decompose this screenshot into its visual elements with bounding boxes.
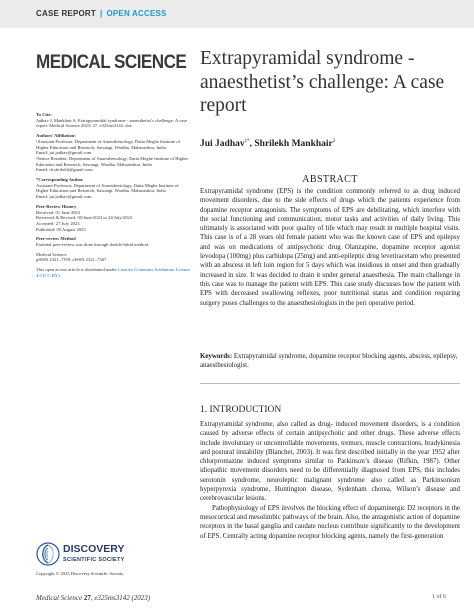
corresponding-email: Email: jui.jadhav@gmail.com (36, 194, 92, 200)
history-heading: Peer-Review History (36, 203, 77, 209)
author-separator: , (249, 139, 255, 150)
page-number: 1 of 6 (432, 594, 446, 600)
article-type-tag (36, 9, 167, 18)
license-block (36, 267, 190, 278)
intro-paragraph-2: Pathophysiology of EPS involves the blocking effect of dopaminergic D2 receptors in the mesocortical and mesolimbic pathways of the brain. Also, the antagonistic action of dopamine receptors in the basal ganglia and caudate nucleus contribute significantly to the development of EPS. Centrally acting dopamine receptor blocking agents, namely the first-generation (200, 504, 460, 540)
license-text: This open access article is distributed under (36, 267, 118, 273)
cite-text: Jadhav J, Mankhair S. Extrapyramidal syndrome - anaesthetist’s challenge: A case report. Medical Science 2023; 27: e325ms3142. doi: (36, 117, 188, 129)
history-reviewed: Reviewed & Revised: 05/June/2023 to 24/July/2023 (36, 215, 133, 221)
corresponding-text: Assistant Professor, Department of Anaesthesiology, Datta Meghe Institute of Higher Education and Research, Sawangi, Wardha, Maharashtra, India (36, 182, 179, 194)
introduction-heading: 1. INTRODUCTION (200, 405, 282, 415)
journal-brand: MEDICAL SCIENCE (36, 52, 187, 73)
method-text: External peer-review was done through double-blind method. (36, 242, 150, 248)
introduction-body (200, 420, 460, 541)
footer-article-id: , e325ms3142 (2023) (90, 594, 151, 602)
page-footer-citation (36, 594, 150, 602)
affiliation-2-email: Email: dr.shrilekh@gmail.com (36, 167, 93, 173)
issn-block (36, 252, 190, 263)
publisher-copyright: Copyright © 2023 Discovery Scientific Society. (36, 571, 125, 576)
publisher-name: DISCOVERY (63, 543, 125, 555)
author-2-affil: 2 (332, 139, 336, 144)
publisher-subtitle: SCIENTIFIC SOCIETY (63, 557, 125, 563)
publisher-logo (36, 540, 186, 580)
license-link[interactable]: Creative Commons Attribution License 4.0 (CC BY). (36, 267, 190, 278)
affiliation-2: ²Senior Resident, Department of Anaesthesiology, Datta Meghe Institute of Higher Education and Research, Sawangi, Wardha, Maharashtra, India (36, 155, 188, 167)
author-2: Shrilekh Mankhair (254, 139, 333, 150)
history-received: Received: 01 June 2023 (36, 209, 81, 215)
article-title: Extrapyramidal syndrome - anaesthetist’s challenge: A case report (200, 48, 445, 116)
author-list (200, 139, 335, 149)
sidebar-journal-name: Medical Science (36, 251, 67, 257)
method-heading: Peer-review Method (36, 236, 76, 242)
intro-paragraph-1: Extrapyramidal syndrome, also called as drug- induced movement disorders, is a condition caused by adverse effects of certain antipsychotic and other drugs. These adverse effects include involuntary or uncontrollable movements, tremors, muscle contractions, bradykinesia and postural instability (Blanchet, 2003). It was first described initially in the year 1952 after chlorpromazine induced symptoms similar to Parkinson’s disease (Rifkin, 1987). Other idiopathic movement disorders need to be differentially diagnosed from EPS, this includes serotonin syndrome, neuroleptic malignant syndrome also called as Parkinsonism hyperpyrexia syndrome, Huntington disease, Sydenham chorea, Wilson’s disease and cerebrovascular lesions. (200, 421, 460, 503)
discovery-swirl-icon (36, 542, 60, 566)
open-access-label: OPEN ACCESS (106, 9, 167, 18)
case-report-label: CASE REPORT (36, 9, 96, 18)
article-info-sidebar (36, 112, 190, 283)
affiliation-1: ¹Assistant Professor, Department of Anaesthesiology, Datta Meghe Institute of Higher Education and Research, Sawangi, Wardha, Maharashtra, India (36, 138, 181, 150)
corresponding-author-block (36, 177, 190, 200)
issn-text: pISSN 2321–7359; eISSN 2321–7367 (36, 257, 107, 263)
cite-heading: To Cite: (36, 112, 52, 117)
keywords (200, 352, 460, 371)
peer-review-method-block (36, 236, 190, 247)
footer-volume: 27 (83, 594, 91, 602)
keywords-label: Keywords: (200, 353, 233, 360)
peer-review-history-block (36, 204, 190, 233)
tag-separator: | (100, 9, 103, 18)
abstract-heading: ABSTRACT (302, 174, 358, 185)
history-accepted: Accepted: 27 July 2023 (36, 220, 80, 226)
affiliation-block (36, 133, 190, 173)
affiliation-1-email: Email: jui.jadhav@gmail.com (36, 150, 92, 156)
footer-journal: Medical Science (36, 594, 84, 602)
affiliation-heading: Authors’ Affiliation: (36, 133, 76, 139)
author-1-affil: 1* (244, 139, 250, 144)
keywords-text: Extrapyramidal syndrome, dopamine receptor blocking agents, abscess, epilepsy, anaesthesiologist. (200, 353, 458, 370)
top-banner (0, 0, 474, 28)
cite-block (36, 112, 190, 129)
abstract-text: Extrapyramidal syndrome (EPS) is the condition commonly referred to as drug induced movement disorders, due to the side effects of drugs which the patients experience from dopamine receptor antagonists. The symptoms of EPS are debilitating, which interfere with the social functioning and communication, motor tasks and activities of daily living. This ultimately is associated with poor quality of life which may result in multiple hospital visits. This case is of a 28 years old female patient who was the known case of EPS and epilepsy and was on medications of antipsychotic drug Olanzapine, dopamine receptor agonist levodopa (100mg) plus carbidopa (25mg) and anti-epileptic drug levetiracetam who presented with an abscess in left loin region for 5 days which was insidious in onset and then gradually increased in size. It was decided to drain it under general anaesthesia. The main challenge in this case was to manage the patient with EPS. This case study discusses how the patient with EPS with decreased swallowing reflexes, poor nutritional status and condition requiring surgery poses challenges to the anaesthesiologists in the peri operative period. (200, 188, 460, 307)
corresponding-heading: *Corresponding Author (36, 177, 84, 183)
author-1: Jui Jadhav (200, 139, 245, 150)
section-divider (200, 383, 460, 384)
history-published: Published: 05 August 2023 (36, 226, 86, 232)
